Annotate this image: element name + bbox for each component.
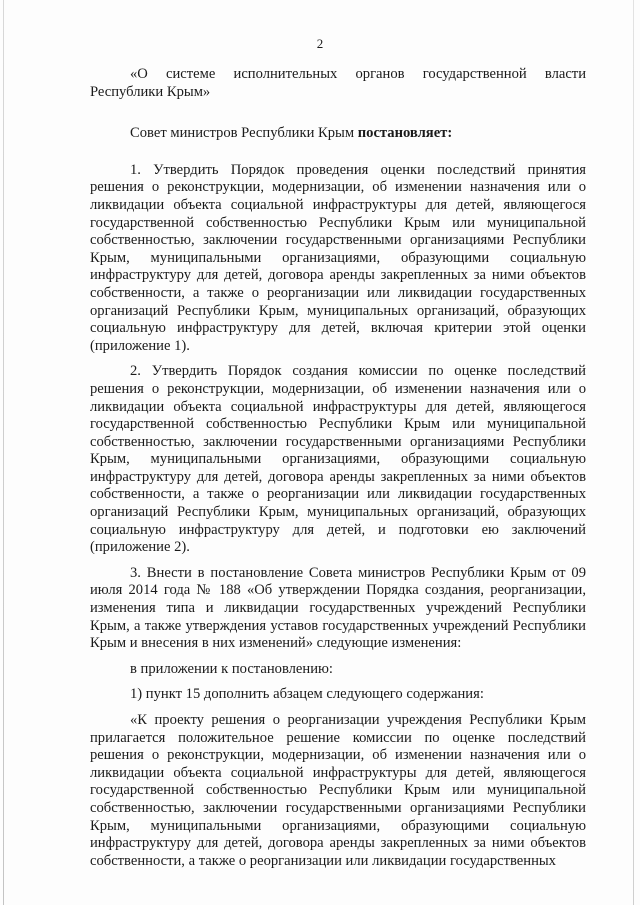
page-edge-right: [633, 0, 634, 905]
page-number: 2: [316, 36, 324, 51]
paragraph-6: «К проекту решения о реорганизации учреждения Республики Крым прилагается положительное решение комиссии по оценке последствий решения о реконструкции, модернизации, об изменении назначения или о ликвидации объекта социальной инфраструктуры для детей, являющегося государственной собственностью Республики Крым или муниципальной собственностью, заключении государственными организациями Республики Крым, муниципальными организациями, образующими социальную инфраструктуру для детей, договора аренды закрепленных за ними объектов собственности, а также о реорганизации или ликвидации государственных: [90, 712, 586, 869]
paragraph-4: в приложении к постановлению:: [130, 660, 333, 677]
council-statement: [90, 125, 586, 143]
title-continuation: «О системе исполнительных органов государственной власти Республики Крым»: [90, 66, 586, 100]
paragraph-3: 3. Внести в постановление Совета министров Республики Крым от 09 июля 2014 года № 188 «Об утверждении Порядка создания, реорганизации, изменения типа и ликвидации государственных учреждений Республики Крым, а также утверждения уставов государственных учреждений Республики Крым и внесения в них изменений» следующие изменения:: [90, 564, 586, 652]
paragraph-1: 1. Утвердить Порядок проведения оценки последствий принятия решения о реконструкции, модернизации, об изменении назначения или о ликвидации объекта социальной инфраструктуры для детей, являющегося государственной собственностью Республики Крым или муниципальной собственностью, заключении государственными организациями Республики Крым, муниципальными организациями, образующими социальную инфраструктуру для детей, договора аренды закрепленных за ними объектов собственности, а также о реорганизации или ликвидации государственных организаций Республики Крым, муниципальных организаций, образующих социальную инфраструктуру для детей, включая критерии этой оценки (приложение 1).: [90, 161, 586, 354]
document-body: [90, 66, 586, 870]
paragraph-2: 2. Утвердить Порядок создания комиссии по оценке последствий решения о реконструкции, модернизации, об изменении назначения или о ликвидации объекта социальной инфраструктуры для детей, являющегося государственной собственностью Республики Крым или муниципальной собственностью, заключении государственными организациями Республики Крым, муниципальными организациями, образующими социальную инфраструктуру для детей, договора аренды закрепленных за ними объектов собственности, а также о реорганизации или ликвидации государственных организаций Республики Крым, муниципальных организаций, образующих социальную инфраструктуру для детей, и подготовки ею заключений (приложение 2).: [90, 363, 586, 556]
page-edge-left: [3, 0, 4, 905]
council-prefix: Совет министров Республики Крым: [130, 125, 358, 142]
council-verb: постановляет:: [357, 125, 453, 142]
paragraph-5: 1) пункт 15 дополнить абзацем следующего содержания:: [130, 686, 484, 703]
